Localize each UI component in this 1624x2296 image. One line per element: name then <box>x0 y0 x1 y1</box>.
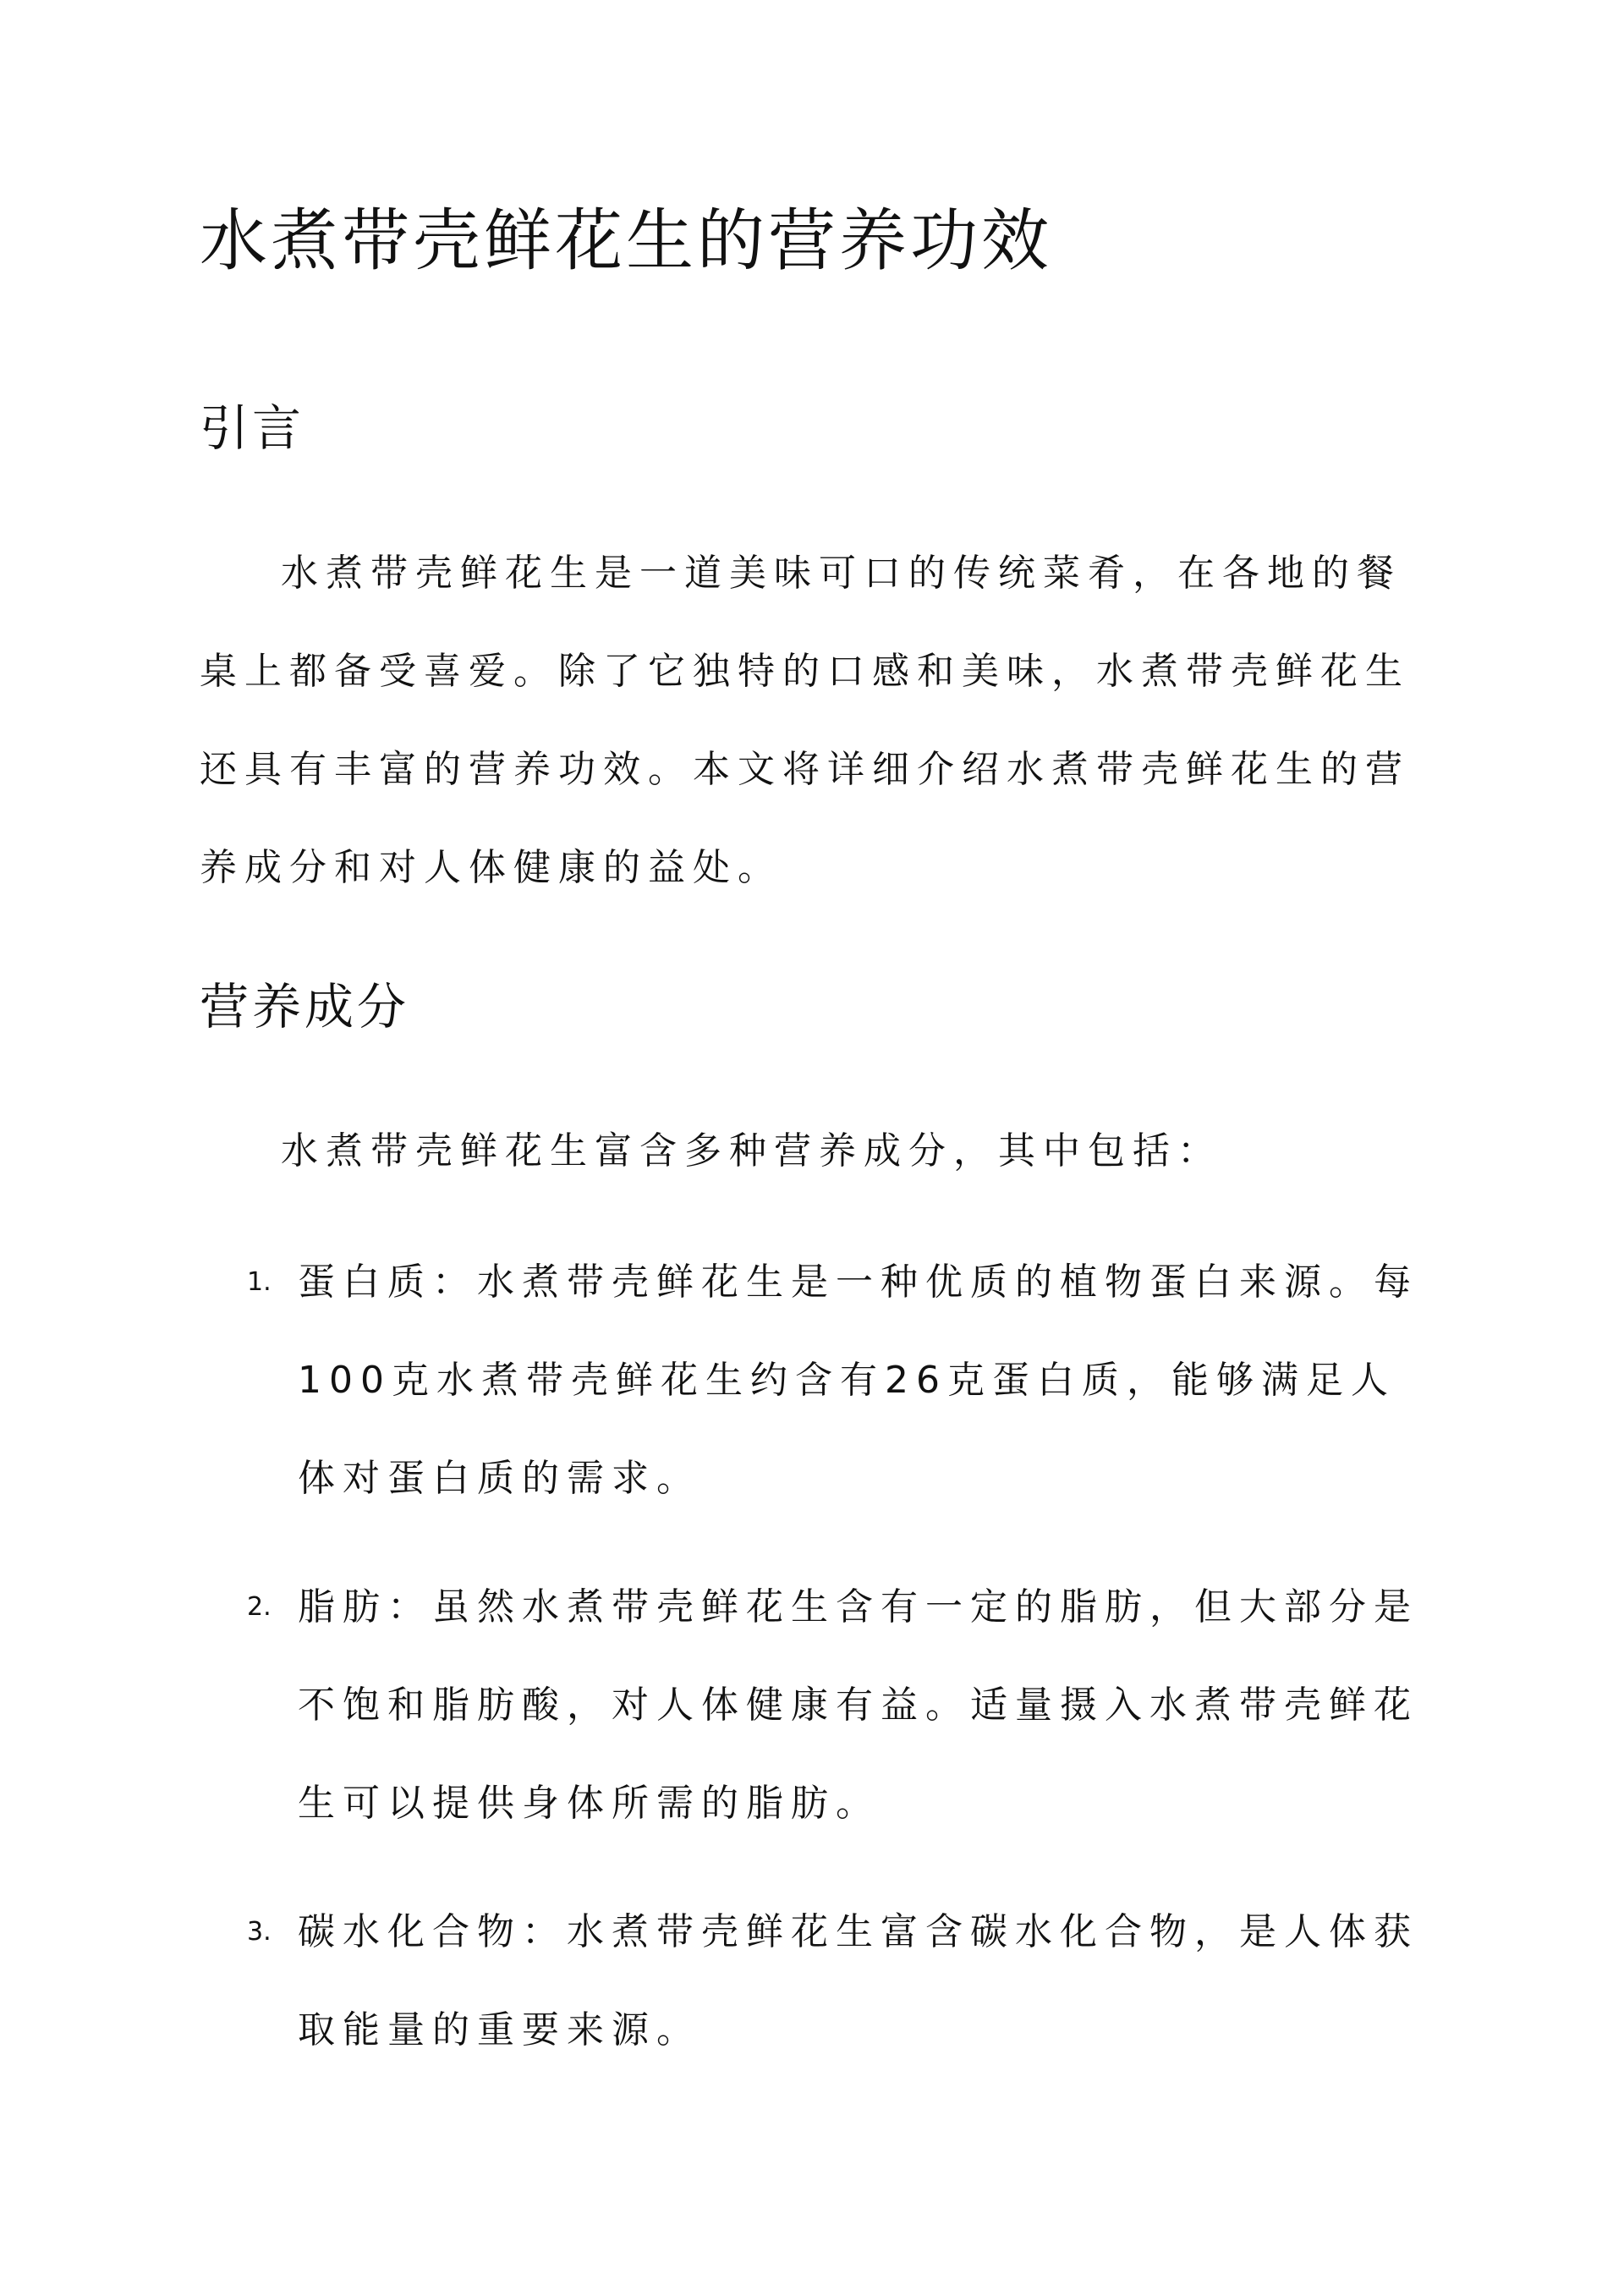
list-item-number: 1. <box>247 1267 272 1297</box>
document-title: 水煮带壳鲜花生的营养功效 <box>200 201 1052 280</box>
list-item-number: 2. <box>247 1592 272 1622</box>
list-item-text: 蛋白质：水煮带壳鲜花生是一种优质的植物蛋白来源。每100克水煮带壳鲜花生约含有26克蛋白质，能够满足人体对蛋白质的需求。 <box>298 1261 1418 1500</box>
list-item <box>200 1558 1435 1853</box>
intro-paragraph: 水煮带壳鲜花生是一道美味可口的传统菜肴，在各地的餐桌上都备受喜爱。除了它独特的口感和美味，水煮带壳鲜花生还具有丰富的营养功效。本文将详细介绍水煮带壳鲜花生的营养成分和对人体健康的益处。 <box>200 552 1410 889</box>
nutrition-list <box>200 1233 1435 2110</box>
list-item-number: 3. <box>247 1917 272 1947</box>
list-item-text: 脂肪：虽然水煮带壳鲜花生含有一定的脂肪，但大部分是不饱和脂肪酸，对人体健康有益。适量摄入水煮带壳鲜花生可以提供身体所需的脂肪。 <box>298 1585 1418 1825</box>
nutrition-lead-paragraph: 水煮带壳鲜花生富含多种营养成分，其中包括： <box>281 1129 1222 1173</box>
section-heading-nutrition: 营养成分 <box>200 978 410 1035</box>
list-item <box>200 1883 1435 2079</box>
list-item <box>200 1233 1435 1528</box>
list-item-text: 碳水化合物：水煮带壳鲜花生富含碳水化合物，是人体获取能量的重要来源。 <box>298 1910 1418 2052</box>
section-heading-intro: 引言 <box>200 399 305 457</box>
